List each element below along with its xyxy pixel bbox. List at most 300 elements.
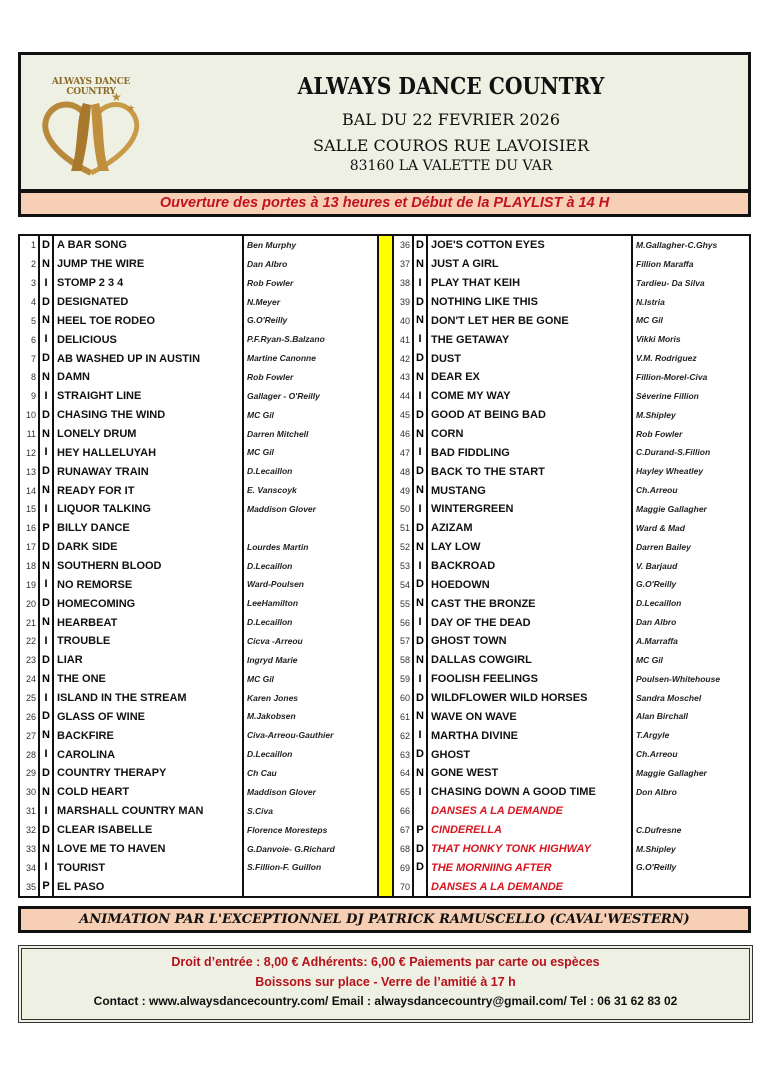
row-number: 37: [399, 259, 410, 270]
choreographer: Dan Albro: [242, 255, 287, 274]
row-number: 29: [25, 768, 36, 779]
entry-prices: Droit d’entrée : 8,00 € Adhérents: 6,00 € Paiements par carte ou espèces: [171, 955, 600, 969]
dance-level: D: [38, 651, 54, 670]
playlist-row: [20, 538, 377, 557]
dance-title: TOURIST: [57, 861, 106, 874]
dance-title: COUNTRY THERAPY: [57, 767, 167, 780]
dance-title: CLEAR ISABELLE: [57, 824, 153, 837]
choreographer: D.Lecaillon: [242, 745, 292, 764]
dance-title: DELICIOUS: [57, 333, 117, 346]
choreographer: [242, 519, 247, 538]
dance-title: CORN: [431, 428, 464, 441]
dance-level: [412, 802, 428, 821]
dance-title: JUMP THE WIRE: [57, 258, 145, 271]
dance-level: D: [38, 349, 54, 368]
choreographer: Civa-Arreou-Gauthier: [242, 726, 333, 745]
dance-level: I: [412, 613, 428, 632]
dance-level: N: [412, 707, 428, 726]
choreographer: Sandra Moschel: [631, 689, 701, 708]
dance-title: GONE WEST: [431, 767, 499, 780]
dance-level: I: [38, 802, 54, 821]
row-number: 30: [25, 787, 36, 798]
dance-level: I: [38, 858, 54, 877]
dance-level: I: [38, 689, 54, 708]
choreographer: Darren Bailey: [631, 538, 691, 557]
choreographer: Lourdes Martin: [242, 538, 308, 557]
row-number: 51: [399, 523, 410, 534]
dance-title: LAY LOW: [431, 541, 481, 554]
row-number: 17: [25, 542, 36, 553]
dance-title: THE MORNIING AFTER: [431, 861, 552, 874]
dance-title: JOE'S COTTON EYES: [431, 239, 545, 252]
playlist-row: [20, 293, 377, 312]
row-number: 43: [399, 372, 410, 383]
dance-title: DANSES A LA DEMANDE: [431, 805, 564, 818]
dance-level: D: [38, 707, 54, 726]
playlist-row: [20, 877, 377, 896]
dance-title: WAVE ON WAVE: [431, 710, 517, 723]
dance-level: N: [412, 311, 428, 330]
footer-box: [18, 945, 753, 1023]
playlist-row: [394, 745, 751, 764]
dance-level: P: [38, 519, 54, 538]
row-number: 55: [399, 598, 410, 609]
playlist-row: [394, 349, 751, 368]
dance-title: COLD HEART: [57, 786, 130, 799]
dance-level: N: [412, 538, 428, 557]
dance-level: I: [412, 783, 428, 802]
choreographer: Séverine Fillion: [631, 387, 699, 406]
playlist-row: [20, 726, 377, 745]
choreographer: Vikki Moris: [631, 330, 681, 349]
playlist-row: [20, 406, 377, 425]
dance-level: N: [412, 368, 428, 387]
dance-title: READY FOR IT: [57, 484, 135, 497]
svg-text:✦: ✦: [69, 100, 76, 109]
dance-title: DARK SIDE: [57, 541, 118, 554]
dance-title: HEARBEAT: [57, 616, 118, 629]
playlist-row: [20, 575, 377, 594]
dance-title: MARSHALL COUNTRY MAN: [57, 805, 204, 818]
dance-level: D: [412, 293, 428, 312]
dance-level: D: [38, 821, 54, 840]
dance-title: MUSTANG: [431, 484, 486, 497]
choreographer: Rob Fowler: [631, 425, 682, 444]
playlist-row: [394, 651, 751, 670]
row-number: 46: [399, 429, 410, 440]
dance-level: I: [412, 330, 428, 349]
dance-title: CAROLINA: [57, 748, 116, 761]
playlist-row: [394, 557, 751, 576]
playlist-row: [20, 689, 377, 708]
row-number: 27: [25, 730, 36, 741]
dance-level: D: [412, 689, 428, 708]
dance-level: N: [38, 481, 54, 500]
playlist-row: [394, 707, 751, 726]
playlist-row: [20, 783, 377, 802]
dance-level: D: [412, 632, 428, 651]
dance-level: D: [412, 745, 428, 764]
playlist-row: [20, 500, 377, 519]
choreographer: Poulsen-Whitehouse: [631, 670, 720, 689]
dance-title: BACKFIRE: [57, 729, 114, 742]
choreographer: S.Civa: [242, 802, 273, 821]
playlist-row: [394, 293, 751, 312]
dance-title: CAST THE BRONZE: [431, 597, 536, 610]
dance-title: LIAR: [57, 654, 83, 667]
choreographer: MC Gil: [631, 311, 663, 330]
row-number: 54: [399, 579, 410, 590]
row-number: 42: [399, 353, 410, 364]
playlist-row: [20, 840, 377, 859]
row-number: 69: [399, 862, 410, 873]
row-number: 59: [399, 674, 410, 685]
row-number: 31: [25, 806, 36, 817]
playlist-right-column: [392, 236, 751, 896]
dance-title: DON'T LET HER BE GONE: [431, 314, 569, 327]
row-number: 8: [30, 372, 36, 383]
playlist-row: [394, 783, 751, 802]
dance-title: AB WASHED UP IN AUSTIN: [57, 352, 201, 365]
choreographer: Ben Murphy: [242, 236, 296, 255]
playlist-row: [20, 821, 377, 840]
row-number: 61: [399, 711, 410, 722]
playlist-row: [394, 387, 751, 406]
dance-title: WINTERGREEN: [431, 503, 514, 516]
playlist-row: [394, 311, 751, 330]
choreographer: A.Marraffa: [631, 632, 678, 651]
contact-info: Contact : www.alwaysdancecountry.com/ Email : alwaysdancecountry@gmail.com/ Tel : 06 31 62 83 02: [93, 994, 678, 1008]
row-number: 7: [30, 353, 36, 364]
dance-level: D: [412, 236, 428, 255]
choreographer: D.Lecaillon: [242, 613, 292, 632]
row-number: 62: [399, 730, 410, 741]
choreographer: Maggie Gallagher: [631, 500, 707, 519]
dance-title: LONELY DRUM: [57, 428, 137, 441]
choreographer: Rob Fowler: [242, 368, 293, 387]
dance-level: D: [38, 406, 54, 425]
row-number: 45: [399, 410, 410, 421]
choreographer: LeeHamilton: [242, 594, 298, 613]
dance-level: D: [38, 236, 54, 255]
row-number: 49: [399, 485, 410, 496]
row-number: 44: [399, 391, 410, 402]
row-number: 26: [25, 711, 36, 722]
dance-title: WILDFLOWER WILD HORSES: [431, 692, 588, 705]
choreographer: Dan Albro: [631, 613, 676, 632]
choreographer: MC Gil: [242, 443, 274, 462]
choreographer: Ward & Mad: [631, 519, 685, 538]
row-number: 2: [30, 259, 36, 270]
choreographer: Maddison Glover: [242, 500, 316, 519]
dance-title: STRAIGHT LINE: [57, 390, 142, 403]
playlist-row: [20, 387, 377, 406]
row-number: 20: [25, 598, 36, 609]
choreographer: Fillion-Morel-Civa: [631, 368, 707, 387]
dance-title: JUST A GIRL: [431, 258, 499, 271]
dance-title: GHOST TOWN: [431, 635, 507, 648]
row-number: 9: [30, 391, 36, 402]
playlist-row: [394, 802, 751, 821]
dance-title: DEAR EX: [431, 371, 480, 384]
playlist-row: [20, 707, 377, 726]
dance-level: I: [412, 387, 428, 406]
choreographer: S.Fillion-F. Guillon: [242, 858, 321, 877]
dance-level: N: [38, 557, 54, 576]
playlist-row: [394, 406, 751, 425]
svg-text:★: ★: [127, 103, 136, 113]
choreographer: Tardieu- Da Silva: [631, 274, 705, 293]
row-number: 28: [25, 749, 36, 760]
choreographer: G.O'Reilly: [631, 575, 676, 594]
dance-level: N: [38, 783, 54, 802]
choreographer: Maddison Glover: [242, 783, 316, 802]
playlist-row: [394, 255, 751, 274]
playlist-row: [20, 368, 377, 387]
dance-title: BACKROAD: [431, 560, 496, 573]
dance-level: N: [38, 840, 54, 859]
row-number: 14: [25, 485, 36, 496]
dance-level: D: [38, 538, 54, 557]
dance-level: N: [412, 481, 428, 500]
playlist-row: [394, 821, 751, 840]
event-date: BAL DU 22 FEVRIER 2026: [341, 110, 561, 129]
row-number: 35: [25, 881, 36, 892]
playlist-row: [394, 236, 751, 255]
playlist-row: [20, 274, 377, 293]
playlist-row: [394, 689, 751, 708]
dance-title: MARTHA DIVINE: [431, 729, 518, 742]
row-number: 65: [399, 787, 410, 798]
row-number: 32: [25, 825, 36, 836]
dance-level: I: [412, 726, 428, 745]
playlist-row: [394, 425, 751, 444]
row-number: 13: [25, 466, 36, 477]
playlist-row: [20, 745, 377, 764]
playlist-row: [20, 236, 377, 255]
dance-level: I: [412, 557, 428, 576]
dance-title: TROUBLE: [57, 635, 111, 648]
dance-title: CHASING THE WIND: [57, 409, 166, 422]
row-number: 57: [399, 636, 410, 647]
row-number: 4: [30, 297, 36, 307]
playlist-row: [20, 349, 377, 368]
dance-title: NO REMORSE: [57, 578, 133, 591]
dance-title: NOTHING LIKE THIS: [431, 296, 538, 308]
choreographer: P.F.Ryan-S.Balzano: [242, 330, 325, 349]
choreographer: G.Danvoie- G.Richard: [242, 840, 335, 859]
choreographer: Cicva -Arreou: [242, 632, 303, 651]
playlist-row: [20, 330, 377, 349]
dance-title: A BAR SONG: [57, 239, 127, 252]
choreographer: T.Argyle: [631, 726, 669, 745]
choreographer: Ward-Poulsen: [242, 575, 304, 594]
dance-title: PLAY THAT KEIH: [431, 277, 521, 290]
dance-title: FOOLISH FEELINGS: [431, 673, 538, 686]
animation-banner: ANIMATION PAR L'EXCEPTIONNEL DJ PATRICK RAMUSCELLO (CAVAL'WESTERN): [18, 906, 751, 933]
playlist-row: [394, 462, 751, 481]
column-separator: [379, 236, 392, 896]
dance-title: EL PASO: [57, 880, 105, 893]
row-number: 50: [399, 504, 410, 515]
choreographer: Fillion Maraffa: [631, 255, 693, 274]
club-logo: [31, 73, 151, 183]
choreographer: N.Istria: [631, 293, 665, 312]
row-number: 25: [25, 693, 36, 704]
dance-level: P: [412, 821, 428, 840]
choreographer: [631, 802, 636, 821]
dance-level: I: [38, 632, 54, 651]
row-number: 60: [399, 693, 410, 704]
row-number: 23: [25, 655, 36, 666]
playlist-row: [394, 519, 751, 538]
row-number: 56: [399, 617, 410, 628]
row-number: 41: [399, 334, 410, 345]
header-box: [18, 52, 751, 192]
choreographer: N.Meyer: [242, 293, 280, 312]
choreographer: MC Gil: [242, 670, 274, 689]
dance-title: SOUTHERN BLOOD: [57, 560, 162, 573]
row-number: 12: [25, 447, 36, 458]
dance-level: D: [412, 840, 428, 859]
dance-level: N: [412, 594, 428, 613]
dance-title: DALLAS COWGIRL: [431, 654, 532, 667]
playlist-row: [394, 481, 751, 500]
dance-title: BAD FIDDLING: [431, 446, 510, 459]
row-number: 68: [399, 843, 410, 854]
row-number: 15: [25, 504, 36, 515]
playlist-row: [394, 575, 751, 594]
row-number: 11: [26, 429, 36, 440]
playlist-table: [18, 234, 751, 898]
row-number: 1: [30, 240, 36, 251]
playlist-row: [20, 858, 377, 877]
dance-title: THAT HONKY TONK HIGHWAY: [431, 842, 591, 855]
dance-title: GLASS OF WINE: [57, 710, 145, 723]
row-number: 38: [399, 278, 410, 289]
dance-level: D: [412, 858, 428, 877]
dance-title: CINDERELLA: [431, 824, 502, 837]
choreographer: V.M. Rodriguez: [631, 349, 697, 368]
dance-title: DESIGNATED: [57, 296, 129, 308]
playlist-row: [20, 425, 377, 444]
choreographer: G.O'Reilly: [631, 858, 676, 877]
playlist-row: [394, 594, 751, 613]
dance-title: HOMECOMING: [57, 597, 136, 610]
choreographer: M.Gallagher-C.Ghys: [631, 236, 717, 255]
dance-level: I: [38, 387, 54, 406]
playlist-row: [20, 255, 377, 274]
row-number: 10: [25, 410, 36, 421]
row-number: 6: [30, 334, 36, 345]
playlist-row: [394, 538, 751, 557]
row-number: 48: [399, 466, 410, 477]
dance-title: RUNAWAY TRAIN: [57, 465, 149, 478]
dance-level: I: [38, 745, 54, 764]
choreographer: D.Lecaillon: [242, 462, 292, 481]
choreographer: [631, 877, 636, 896]
row-number: 70: [399, 881, 410, 892]
row-number: 5: [30, 315, 36, 326]
choreographer: Maggie Gallagher: [631, 764, 707, 783]
row-number: 24: [25, 674, 36, 685]
dance-level: I: [38, 443, 54, 462]
choreographer: E. Vanscoyk: [242, 481, 297, 500]
dance-level: I: [412, 443, 428, 462]
dance-level: [412, 877, 428, 896]
playlist-row: [20, 481, 377, 500]
dance-title: STOMP 2 3 4: [57, 277, 124, 290]
svg-text:★: ★: [111, 90, 122, 104]
dance-level: N: [38, 368, 54, 387]
dance-level: D: [412, 519, 428, 538]
playlist-row: [20, 670, 377, 689]
dance-level: N: [38, 425, 54, 444]
dance-title: GHOST: [431, 748, 471, 761]
choreographer: C.Durand-S.Fillion: [631, 443, 710, 462]
playlist-row: [394, 368, 751, 387]
choreographer: Darren Mitchell: [242, 425, 308, 444]
row-number: 66: [399, 806, 410, 817]
dance-level: N: [38, 726, 54, 745]
playlist-row: [394, 858, 751, 877]
playlist-row: [394, 632, 751, 651]
playlist-row: [20, 613, 377, 632]
logo-text: ALWAYS DANCE COUNTRY: [51, 77, 131, 97]
row-number: 53: [399, 561, 410, 572]
dance-level: I: [412, 500, 428, 519]
dance-level: N: [412, 425, 428, 444]
row-number: 39: [399, 297, 410, 307]
dance-title: BACK TO THE START: [431, 465, 545, 478]
dance-level: N: [412, 651, 428, 670]
row-number: 33: [25, 843, 36, 854]
dance-title: THE ONE: [57, 673, 106, 686]
playlist-row: [394, 500, 751, 519]
playlist-row: [20, 632, 377, 651]
dance-level: P: [38, 877, 54, 896]
dance-level: N: [412, 255, 428, 274]
dance-level: D: [412, 575, 428, 594]
dance-level: I: [38, 330, 54, 349]
dance-title: AZIZAM: [431, 522, 473, 535]
dance-level: I: [412, 274, 428, 293]
row-number: 3: [30, 278, 36, 289]
dance-level: I: [38, 274, 54, 293]
choreographer: MC Gil: [242, 406, 274, 425]
choreographer: Ch.Arreou: [631, 481, 678, 500]
dance-title: HOEDOWN: [431, 578, 490, 591]
playlist-row: [20, 594, 377, 613]
playlist-row: [394, 764, 751, 783]
dance-title: CHASING DOWN A GOOD TIME: [431, 786, 596, 799]
drinks-info: Boissons sur place - Verre de l’amitié à 17 h: [255, 975, 516, 989]
choreographer: Martine Canonne: [242, 349, 316, 368]
choreographer: M.Shipley: [631, 840, 676, 859]
dance-level: N: [38, 670, 54, 689]
row-number: 52: [399, 542, 410, 553]
row-number: 63: [399, 749, 410, 760]
playlist-row: [394, 443, 751, 462]
choreographer: D.Lecaillon: [242, 557, 292, 576]
choreographer: C.Dufresne: [631, 821, 681, 840]
choreographer: Gallager - O'Reilly: [242, 387, 320, 406]
choreographer: Florence Moresteps: [242, 821, 327, 840]
row-number: 22: [25, 636, 36, 647]
choreographer: Rob Fowler: [242, 274, 293, 293]
playlist-row: [20, 519, 377, 538]
choreographer: [242, 877, 247, 896]
